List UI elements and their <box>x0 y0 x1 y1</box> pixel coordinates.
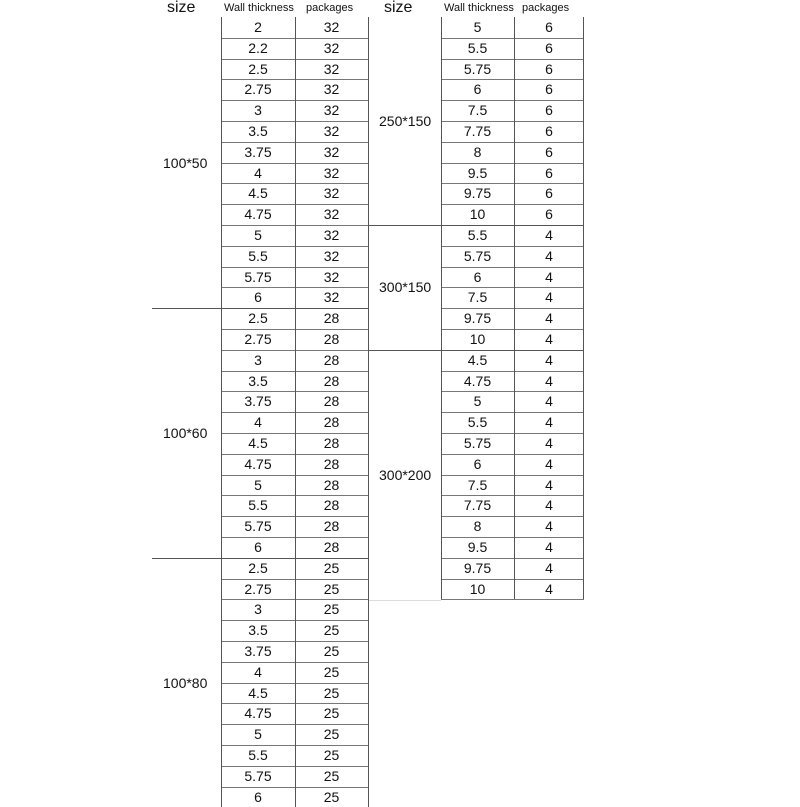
wall-thickness-cell: 7.5 <box>467 289 488 306</box>
packages-cell: 4 <box>545 414 553 431</box>
left-wall-thickness-header: Wall thickness <box>224 2 294 14</box>
size-label: 300*200 <box>379 466 432 483</box>
wall-thickness-cell: 5 <box>254 726 262 743</box>
row-divider <box>441 579 584 580</box>
wall-thickness-cell: 6 <box>254 788 262 805</box>
wall-thickness-cell: 4.5 <box>467 351 488 368</box>
packages-cell: 25 <box>323 643 340 659</box>
wall-thickness-cell: 5 <box>254 227 262 243</box>
row-divider <box>441 537 584 538</box>
wall-thickness-cell: 3.5 <box>248 123 268 139</box>
wall-thickness-cell: 5.75 <box>463 435 492 451</box>
row-divider <box>441 246 584 247</box>
packages-cell: 32 <box>323 185 340 202</box>
packages-cell: 25 <box>323 663 340 680</box>
size-label: 100*60 <box>163 425 208 441</box>
packages-cell: 32 <box>323 123 340 139</box>
packages-cell: 6 <box>545 60 553 77</box>
packages-cell: 28 <box>323 435 340 451</box>
packages-cell: 25 <box>323 767 340 784</box>
packages-cell: 25 <box>323 684 340 701</box>
column-border <box>368 17 369 807</box>
packages-cell: 32 <box>323 206 340 223</box>
wall-thickness-cell: 3.75 <box>244 393 272 410</box>
packages-cell: 32 <box>323 60 340 77</box>
row-divider <box>441 163 584 164</box>
packages-cell: 25 <box>323 559 340 576</box>
group-divider <box>152 558 369 559</box>
wall-thickness-cell: 3.75 <box>244 143 272 160</box>
column-border <box>221 17 222 807</box>
left-packages-header: packages <box>306 2 354 14</box>
row-divider <box>441 100 584 101</box>
row-divider <box>441 516 584 517</box>
row-divider <box>441 412 584 413</box>
wall-thickness-cell: 3.75 <box>244 643 272 659</box>
packages-cell: 4 <box>545 351 553 368</box>
row-divider <box>441 287 584 288</box>
packages-cell: 6 <box>545 206 553 223</box>
table-bottom-border <box>369 600 441 601</box>
packages-cell: 6 <box>545 81 553 98</box>
row-divider <box>441 121 584 122</box>
size-label: 100*50 <box>163 154 208 171</box>
packages-cell: 28 <box>323 539 340 555</box>
row-divider <box>441 558 584 559</box>
wall-thickness-cell: 3 <box>254 102 262 119</box>
packages-cell: 4 <box>545 268 553 285</box>
wall-thickness-cell: 5.75 <box>463 60 492 77</box>
packages-cell: 6 <box>545 143 553 160</box>
wall-thickness-cell: 2.75 <box>244 580 272 597</box>
packages-cell: 25 <box>323 788 340 805</box>
left-size-header: size <box>167 0 196 16</box>
packages-cell: 4 <box>545 227 553 243</box>
packages-cell: 4 <box>545 539 553 555</box>
row-divider <box>441 454 584 455</box>
packages-cell: 25 <box>323 580 340 597</box>
packages-cell: 32 <box>323 164 340 181</box>
packages-cell: 28 <box>323 351 340 368</box>
packages-cell: 28 <box>323 476 340 493</box>
packages-cell: 32 <box>323 143 340 160</box>
right-wall-thickness-header: Wall thickness <box>444 2 514 14</box>
row-divider <box>441 204 584 205</box>
wall-thickness-cell: 10 <box>469 331 486 347</box>
packages-cell: 28 <box>323 414 340 431</box>
wall-thickness-cell: 5 <box>473 19 482 35</box>
wall-thickness-cell: 5 <box>473 393 482 410</box>
wall-thickness-cell: 10 <box>469 580 486 597</box>
wall-thickness-cell: 4 <box>254 164 262 181</box>
wall-thickness-cell: 9.75 <box>463 310 492 327</box>
packages-cell: 28 <box>323 331 340 347</box>
row-divider <box>441 329 584 330</box>
group-divider <box>369 350 584 351</box>
row-divider <box>441 433 584 434</box>
packages-cell: 4 <box>545 310 553 327</box>
wall-thickness-cell: 2.5 <box>248 559 268 576</box>
packages-cell: 4 <box>545 580 553 597</box>
packages-cell: 32 <box>323 247 340 264</box>
wall-thickness-cell: 4.75 <box>244 705 272 722</box>
row-divider <box>441 183 584 184</box>
wall-thickness-cell: 4.75 <box>244 455 272 472</box>
wall-thickness-cell: 7.75 <box>463 497 492 514</box>
packages-cell: 32 <box>323 102 340 119</box>
packages-cell: 25 <box>323 601 340 618</box>
row-divider <box>441 79 584 80</box>
wall-thickness-cell: 6 <box>473 268 482 285</box>
right-size-header: size <box>384 0 413 16</box>
wall-thickness-cell: 6 <box>254 539 262 555</box>
wall-thickness-cell: 3.5 <box>248 622 268 639</box>
wall-thickness-cell: 7.5 <box>467 476 488 493</box>
packages-cell: 28 <box>323 393 340 410</box>
packages-cell: 32 <box>323 289 340 306</box>
packages-cell: 6 <box>545 185 553 202</box>
wall-thickness-cell: 2.75 <box>244 81 272 98</box>
packages-cell: 32 <box>323 19 340 35</box>
wall-thickness-cell: 5.5 <box>467 227 488 243</box>
wall-thickness-cell: 4.5 <box>248 435 268 451</box>
wall-thickness-cell: 2 <box>254 19 262 35</box>
wall-thickness-cell: 5.75 <box>463 247 492 264</box>
packages-cell: 28 <box>323 497 340 514</box>
wall-thickness-cell: 2.5 <box>248 60 268 77</box>
packages-cell: 4 <box>545 247 553 264</box>
wall-thickness-cell: 5.5 <box>248 247 268 264</box>
right-packages-header: packages <box>522 2 570 14</box>
size-label: 100*80 <box>163 674 208 691</box>
table-bottom-border <box>441 599 584 600</box>
wall-thickness-cell: 9.5 <box>467 539 488 555</box>
packages-cell: 25 <box>323 726 340 743</box>
wall-thickness-cell: 4.75 <box>244 206 272 223</box>
packages-cell: 25 <box>323 747 340 763</box>
packages-cell: 4 <box>545 476 553 493</box>
wall-thickness-cell: 7.5 <box>467 102 488 119</box>
size-label: 250*150 <box>379 113 432 129</box>
wall-thickness-cell: 5.5 <box>248 497 268 514</box>
packages-cell: 28 <box>323 518 340 535</box>
wall-thickness-cell: 3 <box>254 601 262 618</box>
packages-cell: 6 <box>545 123 553 139</box>
wall-thickness-cell: 4.75 <box>463 372 492 389</box>
packages-cell: 32 <box>323 81 340 98</box>
wall-thickness-cell: 5.5 <box>467 39 488 56</box>
wall-thickness-cell: 9.5 <box>467 164 488 181</box>
wall-thickness-cell: 5.75 <box>244 518 272 535</box>
wall-thickness-cell: 2.75 <box>244 331 272 347</box>
packages-cell: 32 <box>323 39 340 56</box>
packages-cell: 32 <box>323 268 340 285</box>
column-border <box>514 17 515 599</box>
wall-thickness-cell: 7.75 <box>463 123 492 139</box>
wall-thickness-cell: 4 <box>254 414 262 431</box>
wall-thickness-cell: 2.2 <box>248 39 268 56</box>
row-divider <box>441 38 584 39</box>
wall-thickness-cell: 8 <box>473 143 482 160</box>
wall-thickness-cell: 6 <box>254 289 262 306</box>
packages-cell: 4 <box>545 518 553 535</box>
packages-cell: 4 <box>545 435 553 451</box>
packages-cell: 25 <box>323 622 340 639</box>
wall-thickness-cell: 3.5 <box>248 372 268 389</box>
packages-cell: 4 <box>545 331 553 347</box>
packages-cell: 4 <box>545 559 553 576</box>
row-divider <box>441 267 584 268</box>
wall-thickness-cell: 4 <box>254 663 262 680</box>
row-divider <box>441 475 584 476</box>
wall-thickness-cell: 4.5 <box>248 684 268 701</box>
packages-cell: 6 <box>545 19 553 35</box>
wall-thickness-cell: 5.75 <box>244 767 272 784</box>
row-divider <box>441 391 584 392</box>
wall-thickness-cell: 9.75 <box>463 559 492 576</box>
wall-thickness-cell: 3 <box>254 351 262 368</box>
packages-cell: 4 <box>545 372 553 389</box>
column-border <box>295 17 296 807</box>
row-divider <box>441 495 584 496</box>
packages-cell: 28 <box>323 455 340 472</box>
packages-cell: 6 <box>545 102 553 119</box>
wall-thickness-cell: 6 <box>473 455 482 472</box>
packages-cell: 4 <box>545 393 553 410</box>
wall-thickness-cell: 4.5 <box>248 185 268 202</box>
column-border <box>583 17 584 599</box>
wall-thickness-cell: 2.5 <box>248 310 268 327</box>
wall-thickness-cell: 6 <box>473 81 482 98</box>
size-label: 300*150 <box>379 279 432 296</box>
wall-thickness-cell: 5.5 <box>467 414 488 431</box>
row-divider <box>441 142 584 143</box>
wall-thickness-cell: 5.75 <box>244 268 272 285</box>
packages-cell: 32 <box>323 227 340 243</box>
wall-thickness-cell: 8 <box>473 518 482 535</box>
wall-thickness-cell: 9.75 <box>463 185 492 202</box>
row-divider <box>441 59 584 60</box>
group-divider <box>152 308 369 309</box>
group-divider <box>369 225 584 226</box>
packages-cell: 4 <box>545 289 553 306</box>
packages-cell: 6 <box>545 39 553 56</box>
packages-cell: 4 <box>545 455 553 472</box>
packages-cell: 25 <box>323 705 340 722</box>
packages-cell: 4 <box>545 497 553 514</box>
packages-cell: 28 <box>323 372 340 389</box>
column-border <box>441 17 442 599</box>
packages-cell: 28 <box>323 310 340 327</box>
row-divider <box>441 308 584 309</box>
wall-thickness-cell: 10 <box>469 206 486 223</box>
row-divider <box>441 371 584 372</box>
wall-thickness-cell: 5.5 <box>248 747 268 763</box>
packages-cell: 6 <box>545 164 553 181</box>
wall-thickness-cell: 5 <box>254 476 262 493</box>
